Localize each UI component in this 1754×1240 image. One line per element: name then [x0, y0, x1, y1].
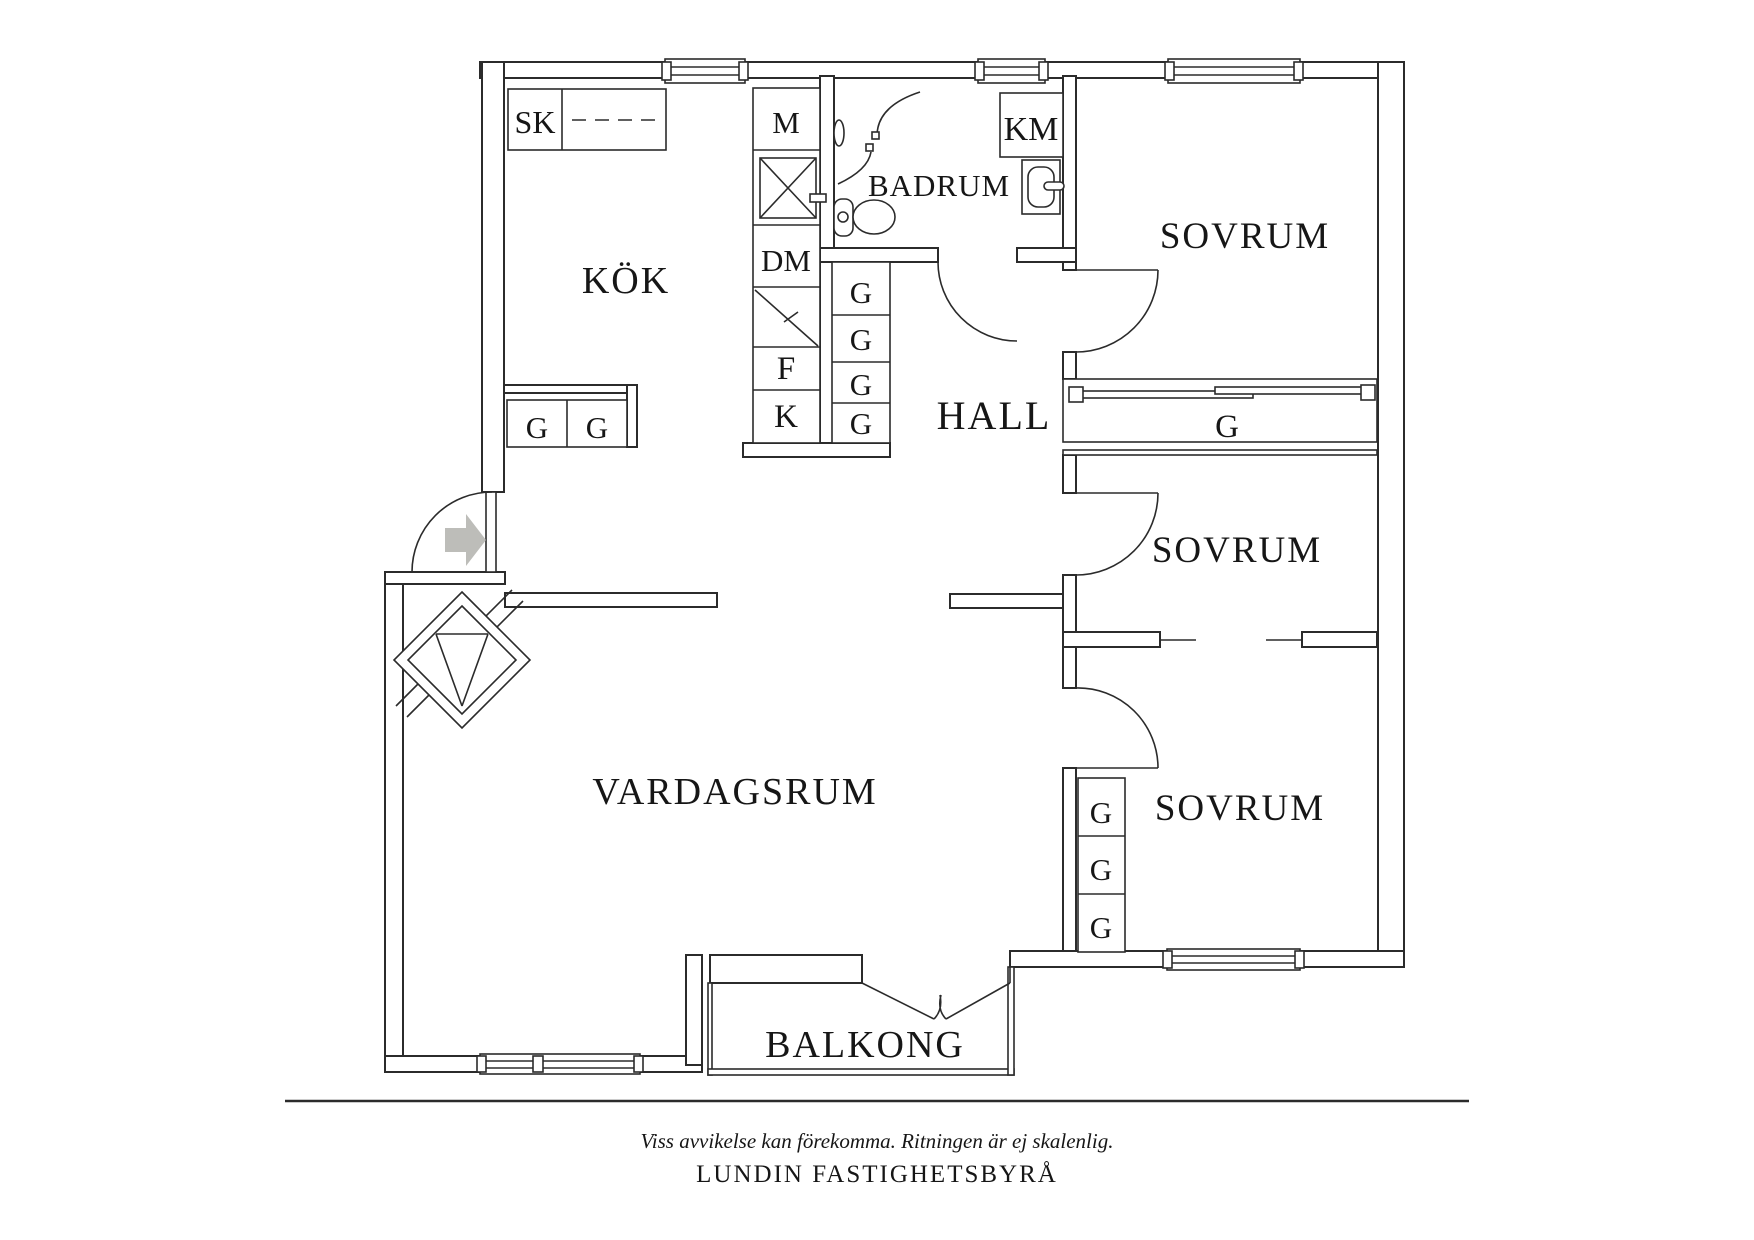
- label-g-kitchen-2: G: [585, 410, 609, 445]
- room-label-living-room: VARDAGSRUM: [592, 771, 878, 813]
- label-g-bedroom3-2: G: [1089, 852, 1113, 887]
- entry-door-leaf: [486, 492, 496, 572]
- room-label-bathroom: BADRUM: [867, 168, 1011, 203]
- sliding-door-rail: [1215, 387, 1367, 394]
- room-label-bedroom-middle: SOVRUM: [1151, 530, 1323, 571]
- window-bathroom-top: [975, 59, 1048, 83]
- label-g-long-wardrobe: G: [1215, 409, 1239, 445]
- label-f: F: [776, 351, 796, 387]
- label-dm: DM: [761, 243, 811, 278]
- label-sk: SK: [514, 104, 556, 140]
- window-bedroom-bottom: [1163, 949, 1304, 970]
- window-bedroom-top: [1165, 59, 1303, 83]
- label-k: K: [774, 399, 798, 435]
- label-g-kitchen-1: G: [525, 410, 549, 445]
- label-m: M: [772, 105, 800, 140]
- label-g-bedroom3-1: G: [1089, 795, 1113, 830]
- room-label-bedroom-top: SOVRUM: [1159, 216, 1331, 257]
- wall-fitting: [834, 120, 844, 146]
- label-g-hall-1: G: [849, 275, 873, 310]
- footer-disclaimer: Viss avvikelse kan förekomma. Ritningen är ej skalenlig.: [640, 1129, 1114, 1153]
- label-g-hall-2: G: [849, 322, 873, 357]
- room-label-bedroom-bottom: SOVRUM: [1154, 788, 1326, 829]
- bathroom-basin: [1022, 160, 1064, 214]
- footer-agency: LUNDIN FASTIGHETSBYRÅ: [696, 1161, 1058, 1188]
- label-g-bedroom3-3: G: [1089, 910, 1113, 945]
- window-kitchen-top: [662, 59, 748, 83]
- room-label-hall: HALL: [936, 393, 1052, 438]
- room-label-balcony: BALKONG: [765, 1024, 965, 1066]
- room-label-kitchen: KÖK: [581, 260, 671, 302]
- sink-tap: [810, 194, 826, 202]
- label-g-hall-3: G: [849, 367, 873, 402]
- bathroom-toilet: [834, 199, 895, 236]
- label-km: KM: [1003, 111, 1059, 148]
- label-g-hall-4: G: [849, 406, 873, 441]
- window-livingroom-bottom: [477, 1054, 643, 1074]
- basin-tap: [1044, 182, 1064, 190]
